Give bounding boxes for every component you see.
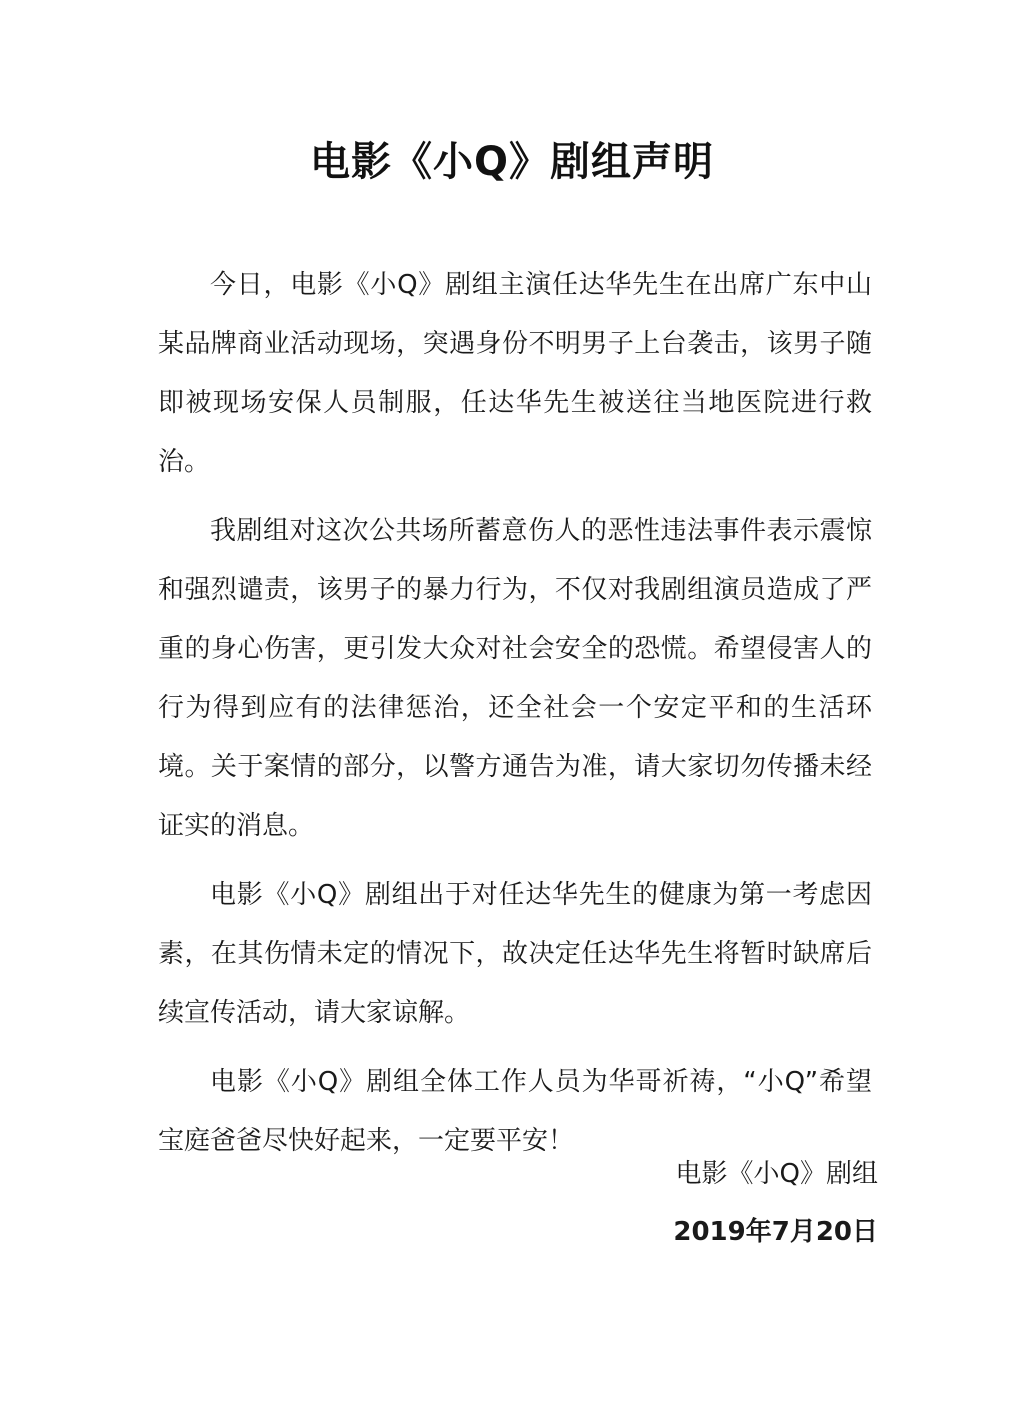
- signature-organization: 电影《小Q》剧组: [675, 1159, 878, 1189]
- paragraph-3: 电影《小Q》剧组出于对任达华先生的健康为第一考虑因素，在其伤情未定的情况下，故决定任达华先生将暂时缺席后续宣传活动，请大家谅解。: [158, 880, 872, 1028]
- statement-body: [158, 256, 872, 1181]
- paragraph-1: 今日，电影《小Q》剧组主演任达华先生在出席广东中山某品牌商业活动现场，突遇身份不明男子上台袭击，该男子随即被现场安保人员制服，任达华先生被送往当地医院进行救治。: [158, 270, 872, 477]
- paragraph-2: 我剧组对这次公共场所蓄意伤人的恶性违法事件表示震惊和强烈谴责，该男子的暴力行为，不仅对我剧组演员造成了严重的身心伤害，更引发大众对社会安全的恐慌。希望侵害人的行为得到应有的法律惩治，还全社会一个安定平和的生活环境。关于案情的部分，以警方通告为准，请大家切勿传播未经证实的消息。: [158, 516, 872, 841]
- statement-title: 电影《小Q》剧组声明: [309, 139, 714, 185]
- signature-date: 2019年7月20日: [673, 1217, 878, 1247]
- paragraph-4: 电影《小Q》剧组全体工作人员为华哥祈祷，“小Q”希望宝庭爸爸尽快好起来，一定要平安！: [158, 1067, 872, 1156]
